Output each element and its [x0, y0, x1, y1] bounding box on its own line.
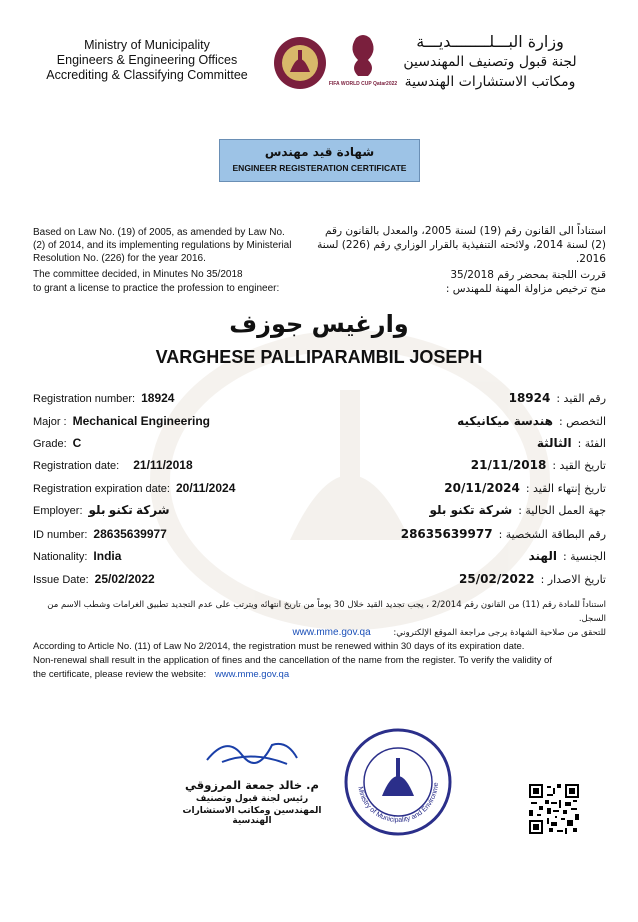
- ministry-seal: [342, 726, 454, 838]
- certificate-title-ar: شهادة قيد مهندس: [264, 145, 375, 159]
- renewal-text-en: According to Article No. (11) of Law No 2/2014, the registration must be renewed within 30 days of its expiration date.: [33, 641, 525, 652]
- minutes-text-ar: قررت اللجنة بمحضر رقم 35/2018: [450, 269, 606, 281]
- ministry-name-en: Ministry of Municipality: [84, 38, 210, 52]
- signature-scribble: [197, 730, 307, 770]
- minutes-text-en: The committee decided, in Minutes No 35/2018: [33, 269, 243, 280]
- seal-text: Ministry of Municipality and Environme: [356, 782, 441, 825]
- nationality-en: Nationality: India: [33, 549, 122, 563]
- major-ar: التخصص :هندسة ميكانيكيه: [457, 414, 606, 428]
- law-reference-en: Based on Law No. (19) of 2005, as amended by Law No. (2) of 2014, and its implementing regulations by Ministerial Resolution No. (226) for the year 2016.: [33, 227, 292, 264]
- license-grant-text-ar: منح ترخيص مزاولة المهنة للمهندس :: [445, 283, 606, 295]
- ministry-name-ar: وزارة البـــلــــــــديـــة: [416, 32, 564, 51]
- header-english: [32, 38, 262, 83]
- engineer-name-ar: وارغيس جوزف: [229, 310, 409, 338]
- committee-name-ar: لجنة قبول وتصنيف المهندسين: [403, 54, 577, 70]
- grade-ar: الفئة :الثالثة: [536, 436, 606, 450]
- verify-text-ar: للتحقق من صلاحية الشهادة يرجى مراجعة الموقع الإلكتروني: www.mme.gov.qa: [292, 627, 606, 638]
- nationality-ar: الجنسية :الهند: [528, 549, 606, 563]
- offices-name-ar: ومكاتب الاستشارات الهندسية: [404, 74, 576, 90]
- verification-qr-code[interactable]: [529, 784, 579, 834]
- committee-decision-ar: [316, 268, 606, 296]
- law-reference-ar: استناداً الى القانون رقم (19) لسنة 2005، والمعدل بالقانون رقم (2) لسنة 2014، ولائحته التنفيذية بالقرار الوزاري رقم (226) لسنة 2016.: [317, 225, 606, 265]
- signatory-title-1: رئيس لجنة قبول وتصنيف: [195, 794, 309, 804]
- world-cup-caption: FIFA WORLD CUP Qatar2022: [328, 81, 398, 87]
- verify-link-ar[interactable]: www.mme.gov.qa: [292, 627, 371, 638]
- renewal-text-ar: استناداً للمادة رقم (11) من القانون رقم 2/2014 ، يجب تجديد القيد خلال 30 يوماً من تاريخ انتهائه ويترتب على عدم التجديد تطبيق الغرامات وشطب الاسم من السجل.: [47, 600, 606, 624]
- issue-date-en: Issue Date: 25/02/2022: [33, 572, 155, 586]
- certificate-title-en: ENGINEER REGISTERATION CERTIFICATE: [232, 163, 407, 173]
- expiration-date-ar: تاريخ إنتهاء القيد :20/11/2024: [444, 481, 606, 495]
- nonrenewal-text-en: Non-renewal shall result in the application of fines and the cancellation of the name from the register. To verify the validity of: [33, 655, 552, 666]
- offices-name-en: Engineers & Engineering Offices: [56, 53, 238, 67]
- verify-link-en[interactable]: www.mme.gov.qa: [214, 669, 290, 680]
- registration-number-en: Registration number: 18924: [33, 391, 175, 405]
- signature-block: [172, 730, 332, 826]
- registration-number-ar: رقم القيد :18924: [508, 391, 606, 405]
- signatory-name: م. خالد جمعة المرزوقي: [185, 778, 319, 792]
- ministry-logo: [272, 32, 328, 94]
- header-arabic: [380, 32, 600, 92]
- renewal-note-ar: [26, 598, 606, 640]
- employer-ar: جهة العمل الحالية :شركة تكنو بلو: [429, 503, 606, 517]
- registration-date-en: Registration date: 21/11/2018: [33, 458, 193, 472]
- major-en: Major : Mechanical Engineering: [33, 414, 210, 428]
- engineer-name-en: VARGHESE PALLIPARAMBIL JOSEPH: [155, 347, 483, 367]
- grade-en: Grade: C: [33, 436, 82, 450]
- renewal-note-en: [33, 640, 613, 682]
- id-number-en: ID number: 28635639977: [33, 527, 167, 541]
- expiration-date-en: Registration expiration date: 20/11/2024: [33, 481, 236, 495]
- id-number-ar: رقم البطاقة الشخصية :28635639977: [400, 527, 606, 541]
- employer-en: Employer: شركة تكنو بلو: [33, 503, 170, 517]
- svg-text:Ministry of Municipality and E: [342, 726, 440, 824]
- committee-decision-en: [33, 268, 293, 296]
- signatory-title-2: المهندسين ومكاتب الاستشارات الهندسية: [182, 806, 322, 826]
- registration-date-ar: تاريخ القيد :21/11/2018: [470, 458, 606, 472]
- verify-text-en: the certificate, please review the website: www.mme.gov.qa: [33, 669, 290, 680]
- issue-date-ar: تاريخ الاصدار :25/02/2022: [459, 572, 606, 586]
- committee-name-en: Accrediting & Classifying Committee: [46, 68, 248, 82]
- certificate-title-banner: [219, 139, 420, 182]
- license-grant-text-en: to grant a license to practice the profession to engineer:: [33, 283, 280, 294]
